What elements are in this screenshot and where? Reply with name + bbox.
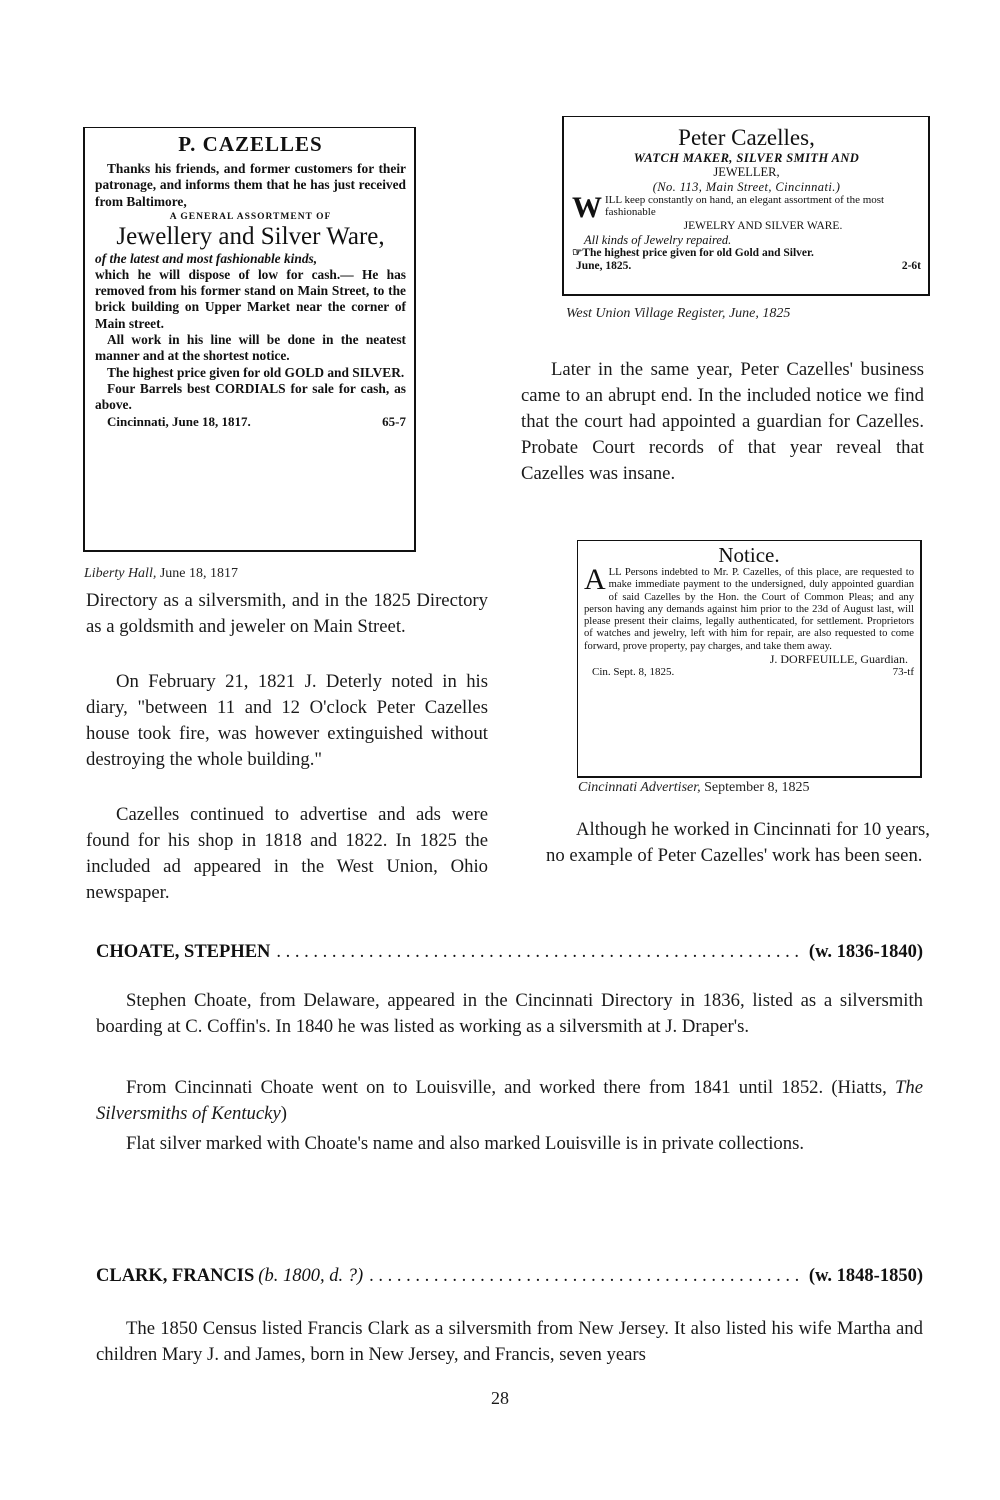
ad-text: which he will dispose of low for cash.— He has removed from his former stand on Main Street, to the brick building on Upper Market near the corner of Main street. (95, 266, 406, 331)
ad-signature: J. DORFEUILLE, Guardian. (769, 652, 908, 667)
ad-italic-line: All kinds of Jewelry repaired. (584, 233, 732, 248)
ad-text: LL Persons indebted to Mr. P. Cazelles, of this place, are requested to make immediate payment to the undersigned, duly appointed guardian of said Cazelles by the Hon. the Court of Common Pleas; and any person having any demands against him prior to the 23d of August last, will please present their claims, legally authenticated, for settlement. Proprietors of watches and jewelry, left with him for repair, are also requested to come forward, prove property, pay charges, and take them away. (584, 567, 914, 652)
choate-heading (96, 942, 923, 963)
ad-code: 73-tf (892, 666, 914, 679)
ad-text: ILL keep constantly on hand, an elegant assortment of the most fashionable (605, 193, 885, 219)
guardian-notice-advertisement (577, 540, 922, 778)
choate-text: ) (280, 1103, 287, 1124)
choate-paragraph-1: Stephen Choate, from Delaware, appeared in the Cincinnati Directory in 1836, listed as a silversmith boarding at C. Coffin's. In 1840 he was listed as working as a silversmith at J. Draper's. (96, 990, 923, 1037)
ad-trade-2: JEWELLER, (713, 165, 780, 179)
working-years: (w. 1848-1850) (808, 1266, 923, 1286)
ad-text: The highest price given for old GOLD and SILVER. (107, 364, 405, 380)
clark-paragraph-1: The 1850 Census listed Francis Clark as a silversmith from New Jersey. It also listed his wife Martha and children Mary J. and James, born in New Jersey, and Francis, seven years (96, 1318, 923, 1365)
ad-text: ☞The highest price given for old Gold and Silver. (572, 247, 814, 260)
west-union-caption (566, 306, 790, 322)
book-title: The Silversmiths of Kentucky (96, 1077, 923, 1124)
caption-date: September 8, 1825 (704, 780, 810, 795)
entry-name: CLARK, FRANCIS (96, 1266, 255, 1286)
ad-date: June, 1825. (576, 260, 632, 273)
caption-date: June 18, 1817 (159, 566, 239, 581)
leader-dots (276, 942, 803, 963)
ad-italic-line: of the latest and most fashionable kinds, (95, 250, 318, 266)
ad-text: Thanks his friends, and former customers for their patronage, and informs them that he has just received from Baltimore, (95, 161, 406, 209)
entry-name: CHOATE, STEPHEN (96, 942, 271, 962)
caption-source: West Union Village Register, (566, 306, 726, 321)
ad-title: P. CAZELLES (178, 132, 323, 156)
leader-dots (369, 1266, 803, 1287)
although-paragraph: Although he worked in Cincinnati for 10 years, no example of Peter Cazelles' work has been seen. (546, 819, 930, 866)
cazelles-1825-advertisement (562, 116, 930, 296)
ad-text: Four Barrels best CORDIALS for sale for cash, as above. (95, 380, 406, 413)
ad-footer (95, 414, 406, 430)
life-dates: (b. 1800, d. ?) (258, 1266, 364, 1286)
ad-title: Notice. (718, 543, 780, 567)
ad-text: All work in his line will be done in the neatest manner and at the shortest notice. (95, 332, 406, 364)
ad-footer (584, 666, 914, 679)
advertise-paragraph: Cazelles continued to advertise and ads were found for his shop in 1818 and 1822. In 1825 the included ad appeared in the West Union, Ohio newspaper. (86, 804, 488, 903)
directory-paragraph: Directory as a silversmith, and in the 1825 Directory as a goldsmith and jeweler on Main Street. (86, 590, 488, 637)
diary-paragraph: On February 21, 1821 J. Deterly noted in his diary, "between 11 and 12 O'clock Peter Cazelles house took fire, was however extinguished without destroying the whole building." (86, 671, 488, 770)
clark-heading (96, 1266, 923, 1287)
choate-paragraph-3: Flat silver marked with Choate's name and also marked Louisville is in private collections. (126, 1133, 805, 1154)
liberty-hall-caption (84, 566, 238, 582)
ad-title: Peter Cazelles, (678, 125, 815, 150)
caption-source: Cincinnati Advertiser, (578, 780, 701, 795)
caption-source: Liberty Hall, (84, 566, 157, 581)
ad-headline: Jewellery and Silver Ware, (116, 222, 385, 250)
advertiser-caption (578, 780, 810, 796)
choate-paragraph-2 (96, 1075, 923, 1127)
working-years: (w. 1836-1840) (808, 942, 923, 962)
ad-code: 2-6t (901, 260, 921, 273)
page-number: 28 (491, 1388, 509, 1408)
ad-date: Cincinnati, June 18, 1817. (107, 413, 251, 429)
ad-trade: WATCH MAKER, SILVER SMITH AND (633, 151, 860, 165)
ad-date: Cin. Sept. 8, 1825. (592, 666, 675, 679)
ad-drop-cap: W (572, 190, 602, 224)
ad-code: 65-7 (382, 413, 406, 429)
ad-footer (572, 260, 921, 273)
caption-date: June, 1825 (728, 306, 791, 321)
ad-drop-cap: A (584, 563, 606, 596)
cazelles-1817-advertisement (83, 127, 416, 552)
ad-text: JEWELRY AND SILVER WARE. (683, 219, 843, 232)
choate-text: From Cincinnati Choate went on to Louisville, and worked there from 1841 until 1852. (Hiatts, (126, 1077, 895, 1098)
ad-subheading: A GENERAL ASSORTMENT OF (169, 211, 332, 222)
later-paragraph: Later in the same year, Peter Cazelles' business came to an abrupt end. In the included notice we find that the court had appointed a guardian for Cazelles. Probate Court records of that year reveal that Cazelles was insane. (521, 359, 924, 484)
ad-address: (No. 113, Main Street, Cincinnati.) (652, 179, 841, 194)
